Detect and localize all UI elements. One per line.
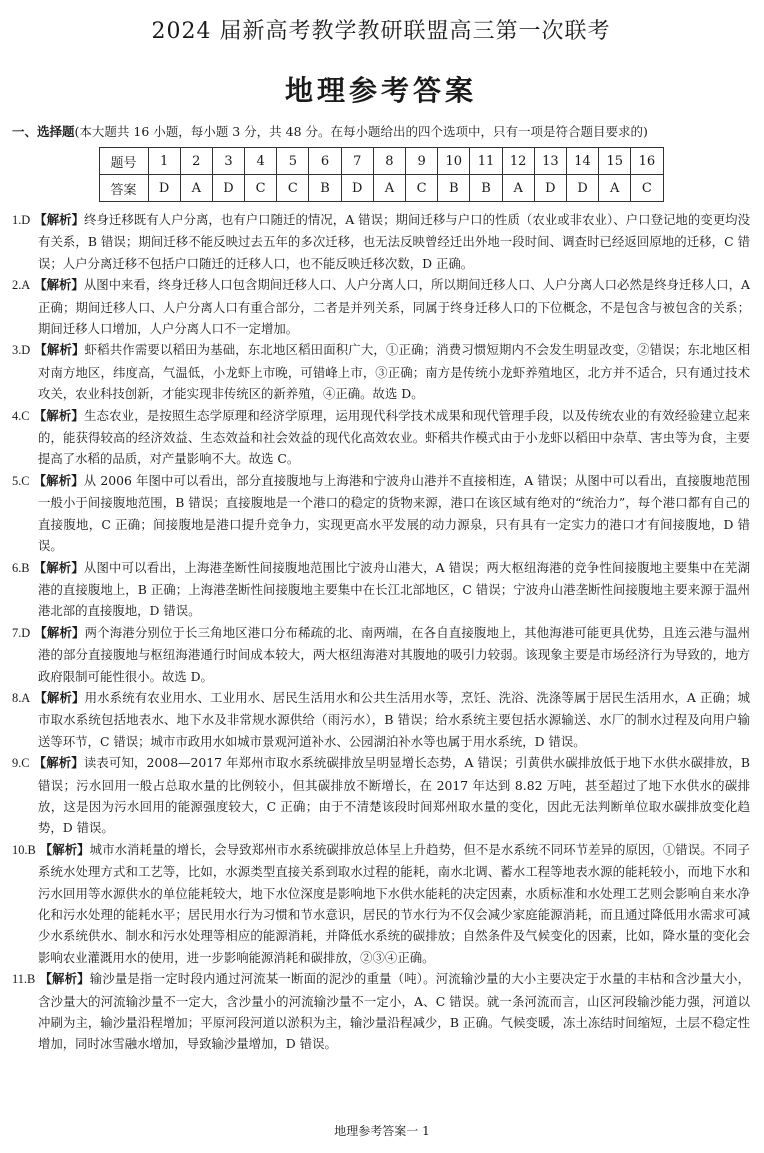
explanation-item xyxy=(12,968,750,1055)
answer-cell: D xyxy=(534,175,566,202)
question-number-cell: 9 xyxy=(406,148,438,175)
answer-row xyxy=(99,175,663,202)
explanation-text: 用水系统有农业用水、工业用水、居民生活用水和公共生活用水等，烹饪、洗浴、洗涤等属于居民生活用水，A 正确；城市取水系统包括地表水、地下水及非常规水源供给（雨污水），B 错误；给水系统主要包括水源输送、水厂的制水过程及向用户输送等环节，C 错误；城市市政用水如城市景观河道补水、公园湖泊补水等也属于用水系统，D 错误。 xyxy=(38,689,750,749)
explanation-text: 虾稻共作需要以稻田为基础，东北地区稻田面积广大，①正确；消费习惯短期内不会发生明显改变，②错误；东北地区相对南方地区，纬度高，气温低，小龙虾上市晚，可错峰上市，③正确；南方是传统小龙虾养殖地区，北方并不适合，只有通过技术攻关，农业科技创新，才能实现非传统区的新养殖，④正确。故选 D。 xyxy=(38,342,750,402)
explanation-tag: 【解析】 xyxy=(34,277,84,293)
question-number-cell: 13 xyxy=(534,148,566,175)
explanation-text: 读表可知，2008—2017 年郑州市取水系统碳排放呈明显增长态势，A 错误；引黄供水碳排放低于地下水供水碳排放，B 错误；污水回用一般占总取水量的比例较小，但其碳排放不断增长，在 2017 年达到 8.82 万吨，甚至超过了地下水供水的碳排放，这是因为污水回用的能源强度较大，C 正确；由于不清楚该段时间郑州取水量的变化，因此无法判断单位取水碳排放变化趋势，D 错误。 xyxy=(38,755,750,836)
explanation-text: 城市水消耗量的增长，会导致郑州市水系统碳排放总体呈上升趋势，但不是水系统不同环节差异的原因，①错误。不同子系统水处理方式和工艺等，比如，水源类型直接关系到取水过程的能耗，南水北调、蓄水工程等地表水源的能耗较小，而地下水和污水回用等水源供水的单位能耗较大，地下水位深度是影响地下水供水能耗的决定因素，水质标准和水处理工艺则会影响自来水净化和污水处理的能耗水平；居民用水行为习惯和节水意识，居民的节水行为不仅会减少家庭能源消耗，而且通过降低用水需求可减少水系统供水、制水和污水处理等相应的能源消耗，并降低水系统的碳排放；自然条件及气候变化的因素，比如，降水量的变化会影响农业灌溉用水的使用，进一步影响能源消耗和碳排放，②③④正确。 xyxy=(38,841,751,965)
explanation-number: 8.A xyxy=(12,690,31,705)
explanation-tag: 【解析】 xyxy=(39,841,90,857)
answer-cell: D xyxy=(566,175,598,202)
explanation-tag: 【解析】 xyxy=(34,212,85,227)
explanation-item xyxy=(12,557,750,622)
answer-cell: B xyxy=(309,175,341,202)
answer-cell: D xyxy=(341,175,373,202)
explanation-text: 从 2006 年图中可以看出，部分直接腹地与上海港和宁波舟山港并不直接相连，A 错误；从图中可以看出，直接腹地范围一般小于间接腹地范围，B 错误；直接腹地是一个港口的稳定的货物来源，港口在该区域有绝对的“统治力”，每个港口都有自己的直接腹地，C 正确；间接腹地是港口提升竞争力，实现更高水平发展的动力源泉，只有具有一定实力的港口才有间接腹地，D 错误。 xyxy=(38,472,751,554)
explanation-text: 输沙量是指一定时段内通过河流某一断面的泥沙的重量（吨）。河流输沙量的大小主要决定于水量的丰枯和含沙量大小，含沙量大的河流输沙量不一定大，含沙量小的河流输沙量不一定小，A、C 错误。就一条河流而言，山区河段输沙能力强，河道以冲刷为主，输沙量沿程增加；平原河段河道以淤积为主，输沙量沿程减少，B 正确。气候变暖，冻土冻结时间缩短，土层不稳定性增加，同时冰雪融水增加，导致输沙量增加，D 错误。 xyxy=(38,971,750,1052)
question-number-cell: 6 xyxy=(309,148,341,175)
explanation-number: 1.D xyxy=(12,213,31,227)
explanation-number: 5.C xyxy=(12,473,30,488)
explanation-item xyxy=(12,470,750,557)
explanation-item xyxy=(12,622,750,687)
row-label-question: 题号 xyxy=(99,148,148,175)
section-label: 一、选择题 xyxy=(12,124,75,139)
explanation-text: 从图中可以看出，上海港垄断性间接腹地范围比宁波舟山港大，A 错误；两大枢纽海港的竞争性间接腹地主要集中在芜湖港的直接腹地上，B 正确；上海港垄断性间接腹地主要集中在长江北部地区，C 错误；宁波舟山港垄断性间接腹地主要来源于温州港北部的直接腹地，D 错误。 xyxy=(38,559,750,619)
exam-title: 2024 届新高考教学教研联盟高三第一次联考 xyxy=(151,19,611,44)
question-number-cell: 10 xyxy=(438,148,470,175)
answer-cell: A xyxy=(373,175,405,202)
answer-cell: C xyxy=(631,175,663,202)
explanation-tag: 【解析】 xyxy=(33,407,84,423)
explanation-text: 终身迁移既有人户分离，也有户口随迁的情况，A 错误；期间迁移与户口的性质（农业或非农业）、户口登记地的变更均没有关系，B 错误；期间迁移不能反映过去五年的多次迁移，也无法反映曾经迁出外地一段时间、调查时已经返回原地的迁移，C 错误；人户分离迁移不包括户口随迁的迁移人口，也不能反映迁移次数，D 正确。 xyxy=(38,212,751,271)
explanation-number: 10.B xyxy=(12,842,36,857)
question-number-cell: 14 xyxy=(566,148,598,175)
answer-cell: A xyxy=(502,175,534,202)
explanation-item xyxy=(12,405,750,470)
answer-cell: B xyxy=(470,175,502,202)
question-number-cell: 7 xyxy=(341,148,373,175)
question-number-row xyxy=(99,148,663,175)
answer-cell: B xyxy=(438,175,470,202)
answer-cell: D xyxy=(148,175,180,202)
explanation-number: 7.D xyxy=(12,625,31,640)
explanation-number: 2.A xyxy=(12,278,31,293)
question-number-cell: 3 xyxy=(212,148,244,175)
explanation-text: 两个海港分别位于长三角地区港口分布稀疏的北、南两端，在各自直接腹地上，其他海港可能更具优势，且连云港与温州港的部分直接腹地与枢纽海港通行时间成本较大，两大枢纽海港对其腹地的吸引力较弱。该现象主要是市场经济行为导致的，地方政府限制可能性很小。故选 D。 xyxy=(38,624,750,684)
explanation-number: 3.D xyxy=(12,343,31,358)
question-number-cell: 2 xyxy=(180,148,212,175)
explanation-tag: 【解析】 xyxy=(33,472,84,488)
section-instruction: (本大题共 16 小题，每小题 3 分，共 48 分。在每小题给出的四个选项中，只有一项是符合题目要求的) xyxy=(74,124,648,139)
section-heading xyxy=(12,123,750,141)
page-footer: 地理参考答案一 1 xyxy=(334,1124,430,1138)
explanation-tag: 【解析】 xyxy=(34,689,85,705)
question-number-cell: 11 xyxy=(470,148,502,175)
question-number-cell: 16 xyxy=(631,148,663,175)
answer-cell: C xyxy=(277,175,309,202)
explanation-text: 从图中来看，终身迁移人口包含期间迁移人口、人户分离人口，所以期间迁移人口、人户分离人口必然是终身迁移人口，A 正确；期间迁移人口、人户分离人口有重合部分，二者是并列关系，同属于终身迁移人口的下位概念，不是包含与被包含的关系；期间迁移人口增加，人户分离人口不一定增加。 xyxy=(38,277,750,337)
question-number-cell: 1 xyxy=(148,148,180,175)
explanation-item xyxy=(12,339,750,404)
explanation-text: 生态农业，是按照生态学原理和经济学原理，运用现代科学技术成果和现代管理手段，以及传统农业的有效经验建立起来的，能获得较高的经济效益、生态效益和社会效益的现代化高效农业。虾稻共作模式由于小龙虾以稻田中杂草、害虫等为食，主要提高了水稻的品质，对产量影响不大。故选 C。 xyxy=(38,407,750,467)
row-label-answer: 答案 xyxy=(99,175,148,202)
answer-cell: D xyxy=(212,175,244,202)
question-number-cell: 15 xyxy=(599,148,631,175)
explanation-tag: 【解析】 xyxy=(34,624,85,640)
explanation-number: 6.B xyxy=(12,560,30,575)
question-number-cell: 8 xyxy=(373,148,405,175)
explanation-item xyxy=(12,274,750,339)
question-number-cell: 12 xyxy=(502,148,534,175)
explanation-number: 9.C xyxy=(12,756,30,771)
explanation-item xyxy=(12,839,750,968)
question-number-cell: 5 xyxy=(277,148,309,175)
answer-cell: A xyxy=(599,175,631,202)
explanation-item xyxy=(12,209,750,274)
explanation-item xyxy=(12,687,750,752)
explanation-number: 4.C xyxy=(12,408,30,423)
explanation-tag: 【解析】 xyxy=(33,559,84,575)
answer-cell: C xyxy=(245,175,277,202)
explanation-tag: 【解析】 xyxy=(34,342,85,358)
answer-cell: C xyxy=(406,175,438,202)
explanation-list xyxy=(12,209,750,1055)
document-title: 地理参考答案 xyxy=(284,74,477,107)
answer-table xyxy=(99,147,664,202)
explanation-number: 11.B xyxy=(12,972,36,987)
answer-cell: A xyxy=(180,175,212,202)
explanation-item xyxy=(12,752,750,839)
explanation-tag: 【解析】 xyxy=(33,755,84,771)
explanation-tag: 【解析】 xyxy=(39,971,90,987)
question-number-cell: 4 xyxy=(245,148,277,175)
